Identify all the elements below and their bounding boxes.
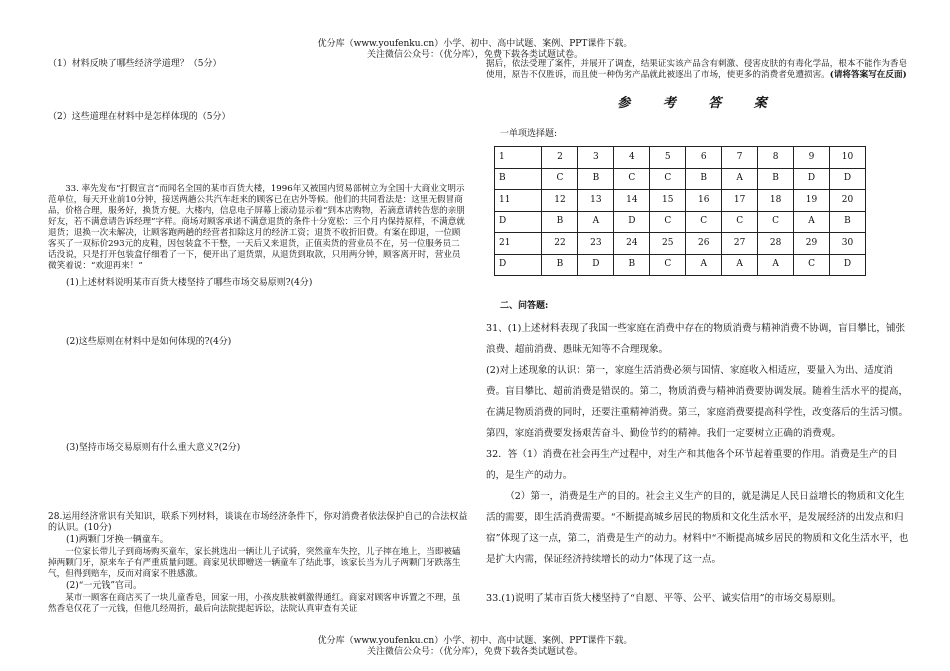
answer-31-part-2: (2)对上述现象的认识：第一，家庭生活消费必须与国情、家庭收入相适应，要量入为出、适度消费。盲目攀比、超前消费是错误的。第二，物质消费与精神消费要协调发展。随着生活水平的提高，在满足物质消费的同时，还要注重精神消费。第三，家庭消费要提高科学性，改变落后的生活习惯。第四，家庭消费要发扬艰苦奋斗、勤俭节约的精神。我们一定要树立正确的消费观。 [486,365,909,439]
answer-table-cell: A [794,211,830,233]
answer-table-cell: C [758,211,794,233]
case-2-continuation [486,59,912,81]
answer-table-cell: 8 [758,147,794,169]
answer-table-cell: 26 [686,233,722,255]
answer-table-cell: 16 [686,190,722,212]
answer-table-row [495,168,866,190]
answer-table-cell: 21 [495,233,542,255]
answer-table-cell: A [578,211,614,233]
footer-line-2: 关注微信公众号：（优分库），免费下载各类试题试卷。 [366,647,583,657]
question-33-part-1: (1)上述材料说明某市百货大楼坚持了哪些市场交易原则?(4分) [66,278,313,288]
question-1: （1）材料反映了哪些经济学道理？（5分） [48,59,222,69]
question-28-prompt: 28.运用经济常识有关知识，联系下列材料，谈谈在市场经济条件下，你对消费者依法保护自己的合法权益的认识。(10分) [48,512,468,534]
answer-table-cell: A [722,168,758,190]
answer-table-row [495,233,866,255]
answer-table-cell: 24 [614,233,650,255]
case-2-text: 某市一顾客在商店买了一块儿童香皂，回家一用，小孩皮肤被刺激得通红。商家对顾客申诉置之不理，虽然香皂仅花了一元钱，但他几经周折，最后向法院提起诉讼，法院认真审查有关证 [48,593,461,614]
answer-table-cell: A [758,254,794,276]
answer-table-row [495,190,866,212]
answer-table-cell: C [650,211,686,233]
answer-key-title: 参 考 答 案 [617,96,781,111]
header-line-1: 优分库（www.youfenku.cn）小学、初中、高中试题、案例、PPT课件下载。 [317,39,633,49]
answer-table-cell: 5 [650,147,686,169]
case-2-title: (2)“一元钱”官司。 [66,581,142,591]
answer-31-part-1: 31、(1)上述材料表现了我国一些家庭在消费中存在的物质消费与精神消费不协调，盲目攀比，铺张浪费、超前消费、愚昧无知等不合理现象。 [486,323,906,355]
answer-table-cell: D [794,168,830,190]
answer-table-cell: D [495,211,542,233]
answer-table-cell: 1 [495,147,542,169]
answer-on-back-note: (请将答案写在反面) [829,70,907,80]
case-1-title: (1)两颗门牙换一辆童车。 [66,535,169,545]
case-2-continuation-text: 据后，依法受理了案件，并展开了调查，结果证实该产品含有刺激、侵害皮肤的有毒化学品，根本不能作为香皂使用，原告不仅胜诉，而且使一种伪劣产品就此被逐出了市场，使更多的消费者免遭损害。 [486,59,908,80]
answer-table-cell: 3 [578,147,614,169]
answer-table-cell: 14 [614,190,650,212]
answer-table-cell: 25 [650,233,686,255]
question-2: （2）这些道理在材料中是怎样体现的（5分） [48,112,231,122]
answer-table-cell: D [495,254,542,276]
answer-table-cell: A [722,254,758,276]
answer-table-cell: D [614,211,650,233]
footer-line-1: 优分库（www.youfenku.cn）小学、初中、高中试题、案例、PPT课件下载。 [317,636,633,646]
answer-table-cell: D [578,254,614,276]
answer-table-cell: B [495,168,542,190]
answer-table-cell: 19 [794,190,830,212]
answer-table-cell: 10 [829,147,865,169]
answer-table-row [495,254,866,276]
answer-table-cell: 27 [722,233,758,255]
answer-table-cell: C [650,254,686,276]
question-33-part-3: (3)坚持市场交易原则有什么重大意义?(2分) [66,443,241,453]
answer-table-cell: 18 [758,190,794,212]
answer-table-cell: C [686,211,722,233]
header-line-2: 关注微信公众号：（优分库），免费下载各类试题试卷。 [366,50,583,60]
answer-table-cell: 23 [578,233,614,255]
answer-table-cell: 9 [794,147,830,169]
section-single-choice: 一单项选择题: [500,129,558,139]
answer-table-cell: B [542,254,578,276]
section-short-answer: 二、问答题: [500,301,549,311]
answer-table-cell: B [686,168,722,190]
answer-table-cell: 29 [794,233,830,255]
answer-table-cell: C [542,168,578,190]
answer-table-cell: 13 [578,190,614,212]
answer-table-cell: 6 [686,147,722,169]
answer-table-cell: B [614,254,650,276]
question-33-material: 33. 率先发布“打假宣言”而闻名全国的某市百货大楼，1996年又被国内贸易部树立为全国十大商业文明示范单位，每天开业前10分钟，接送两趟公共汽车赶来的顾客已在店外等候。他们的共同看法是：这里无假冒商品，价格合理，服务好，换货方便。大楼内，信息电子屏幕上滚动显示着“到本店购物，若滴意请转告您的亲朋好友，若不满意请告诉经理”字样。商场对顾客承诺不满意退货的条件十分宽松：三个月内保持原样，不满意就退货；退换一次未解决，让顾客跑两趟的经营者扣除这月的经济工资；退货不收折旧费。有案在即退，一位顾客买了一双标价293元的皮鞋，因包装盒不干整，一天后又来退货，正值卖货的营业员不在，另一位服务员二话没说，只是打开包装盒仔细看了一下，便开出了退货票，从退货到取款，只用两分钟，顾客离开时，营业员微笑着说：“欢迎再来！” [48,184,465,271]
answer-32-part-1: 32．答（1）消费在社会再生产过程中，对生产和其他各个环节起着重要的作用。消费是生产的目的，是生产的动力。 [486,449,898,481]
answer-table-cell: 7 [722,147,758,169]
answer-table-cell: A [686,254,722,276]
case-1-text: 一位家长带儿子到商场购买童车，家长挑选出一辆让儿子试骑，突然童车失控，儿子摔在地上，当即被磕掉两颗门牙，原来车子有严重质量问题。商家见状即赠送一辆童车了结此事，该家长当为儿子两颗门牙跌落生气，但得到赔车，反而对商家不胜感激。 [48,547,461,579]
answer-table-cell: 4 [614,147,650,169]
answer-table-cell: B [829,211,865,233]
answer-table-cell: D [829,168,865,190]
answer-table-cell: 20 [829,190,865,212]
answer-32-part-2: （2）第一，消费是生产的目的。社会主义生产的目的，就是满足人民日益增长的物质和文化生活的需要，即生活消费需要。“不断提高城乡居民的物质和文化生活水平，是发展经济的出发点和归宿”体现了这一点，第二，消费是生产的动力。材料中“不断提高城乡居民的物质和文化生活水平，也是扩大内需，保证经济持续增长的动力”体现了这一点。 [486,491,909,565]
answer-table-cell: B [578,168,614,190]
answer-table-cell: C [650,168,686,190]
answer-table-cell: 30 [829,233,865,255]
answer-table-cell: C [722,211,758,233]
answer-table-cell: 17 [722,190,758,212]
answer-table-cell: 11 [495,190,542,212]
answer-table [494,146,866,276]
answer-33-part-1: 33.(1)说明了某市百货大楼坚持了“自愿、平等、公平、诚实信用”的市场交易原则。 [486,593,842,604]
answer-table-cell: B [542,211,578,233]
answer-table-row [495,211,866,233]
answer-table-cell: 28 [758,233,794,255]
answer-table-cell: 12 [542,190,578,212]
answer-table-cell: C [794,254,830,276]
answer-table-cell: 15 [650,190,686,212]
answer-table-cell: D [829,254,865,276]
answer-table-row [495,147,866,169]
answer-table-cell: 2 [542,147,578,169]
answer-table-cell: C [614,168,650,190]
answer-table-cell: 22 [542,233,578,255]
question-33-part-2: (2)这些原则在材料中是如何体现的?(4分) [66,337,232,347]
answer-table-cell: B [758,168,794,190]
